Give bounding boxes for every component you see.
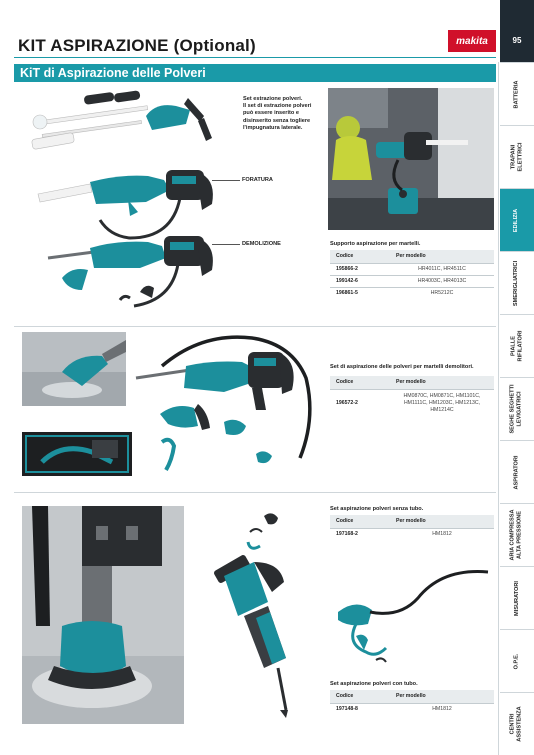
- table3-caption: Set aspirazione polveri senza tubo.: [330, 506, 424, 512]
- column-header-model: Per modello: [390, 690, 494, 703]
- description-line: l'impugnatura laterale.: [243, 124, 303, 131]
- cell-model: HR5212C: [390, 287, 494, 299]
- cell-model: HR4011C, HR4511C: [390, 263, 494, 275]
- side-tab-label: SMERIGLIATRICI: [513, 260, 520, 306]
- callout-demolizione: DEMOLIZIONE: [242, 241, 281, 247]
- table-row: [330, 703, 494, 715]
- model-line: HM1214C: [430, 406, 454, 413]
- dust-extraction-set-image: [28, 88, 233, 318]
- side-tab-label: SEGHE SEGHETTI LEVIGATRICI: [510, 384, 524, 434]
- table1-caption: Supporto aspirazione per martelli.: [330, 241, 421, 247]
- column-header-code: Codice: [330, 250, 390, 263]
- side-tab-label: O.P.E.: [513, 653, 520, 669]
- column-header-code: Codice: [330, 515, 390, 528]
- column-header-code: Codice: [330, 690, 390, 703]
- side-tab-smerigliatrici[interactable]: [500, 251, 534, 314]
- column-header-code: Codice: [330, 376, 390, 389]
- section-title: KiT di Aspirazione delle Polveri: [14, 64, 496, 82]
- table-header-row: [330, 250, 494, 263]
- demolition-set-table: [330, 376, 494, 417]
- detail-photo: [22, 432, 132, 476]
- table-header-row: [330, 376, 494, 389]
- cell-model: [390, 389, 494, 417]
- table-header-row: [330, 690, 494, 703]
- panel-divider: [14, 326, 496, 327]
- side-tab-aria-compressa[interactable]: [500, 503, 534, 566]
- extraction-set-description: [243, 96, 311, 132]
- description-line: Il set di estrazione polveri: [243, 103, 312, 110]
- column-header-model: Per modello: [390, 515, 494, 528]
- header-divider: [14, 57, 496, 58]
- side-tab-seghe[interactable]: [500, 377, 534, 440]
- breaker-in-use-photo: [22, 506, 184, 724]
- leader-line: [212, 244, 240, 245]
- leader-line: [212, 180, 240, 181]
- table-row: [330, 275, 494, 287]
- panel-divider: [14, 492, 496, 493]
- wall-drilling-photo: [328, 88, 494, 230]
- column-header-model: Per modello: [390, 250, 494, 263]
- table2-caption: Set di aspirazione delle polveri per martelli demolitori.: [330, 364, 474, 370]
- side-tab-aspiratori[interactable]: [500, 440, 534, 503]
- page-title: KIT ASPIRAZIONE (Optional): [18, 36, 256, 55]
- set-with-hose-table: [330, 690, 494, 715]
- side-tab-label: CENTRI ASSISTENZA: [510, 706, 523, 742]
- cell-model: HM1812: [390, 703, 494, 715]
- cell-model: HR4003C, HR4013C: [390, 275, 494, 287]
- hammer-support-table: [330, 250, 494, 299]
- side-tab-label: MISURATORI: [513, 580, 520, 616]
- side-tabs: [500, 62, 534, 755]
- side-tab-pialle[interactable]: [500, 314, 534, 377]
- table-row: [330, 389, 494, 417]
- description-line: può essere inserito e: [243, 110, 299, 117]
- cell-model: HM1812: [390, 528, 494, 540]
- table-row: [330, 287, 494, 299]
- side-tab-batteria[interactable]: [500, 62, 534, 125]
- model-line: HM0870C, HM0871C, HM1101C,: [403, 392, 481, 399]
- side-tab-label: ARIA COMPRESSA ALTA PRESSIONE: [510, 509, 524, 561]
- cell-code: 199142-6: [330, 275, 390, 287]
- side-tab-misuratori[interactable]: [500, 566, 534, 629]
- table4-caption: Set aspirazione polveri con tubo.: [330, 681, 418, 687]
- cell-code: 197148-8: [330, 703, 390, 715]
- breaker-hammer-image: [194, 506, 324, 720]
- side-tab-centri-assistenza[interactable]: [500, 692, 534, 755]
- side-tab-ope[interactable]: [500, 629, 534, 692]
- cell-code: 195866-2: [330, 263, 390, 275]
- table-header-row: [330, 515, 494, 528]
- side-tab-label: TRAPANI ELETTRICI: [510, 142, 523, 172]
- page-number: 95: [500, 0, 534, 62]
- model-line: HM1111C, HM1203C, HM1213C,: [403, 399, 481, 406]
- table-row: [330, 528, 494, 540]
- hose-set-image: [326, 550, 496, 676]
- demolition-hammer-image: [132, 330, 322, 476]
- brand-logo: makita: [448, 30, 496, 52]
- table-row: [330, 263, 494, 275]
- description-line: disinserito senza togliere: [243, 117, 311, 124]
- description-line: Set estrazione polveri.: [243, 96, 303, 102]
- side-tabs-divider: [498, 62, 499, 755]
- column-header-model: Per modello: [390, 376, 494, 389]
- callout-foratura: FORATURA: [242, 177, 273, 183]
- side-tab-label: PIALLE RIFILATORI: [510, 330, 523, 362]
- cell-code: 196861-5: [330, 287, 390, 299]
- cell-code: 197168-2: [330, 528, 390, 540]
- side-tab-trapani[interactable]: [500, 125, 534, 188]
- cell-code: 196572-2: [330, 389, 390, 417]
- side-tab-label: BATTERIA: [513, 80, 520, 108]
- demolition-dust-photo: [22, 332, 126, 406]
- side-tab-edilizia[interactable]: [500, 188, 534, 251]
- side-tab-label: EDILIZIA: [513, 208, 520, 232]
- side-tab-label: ASPIRATORI: [513, 455, 520, 489]
- set-without-hose-table: [330, 515, 494, 540]
